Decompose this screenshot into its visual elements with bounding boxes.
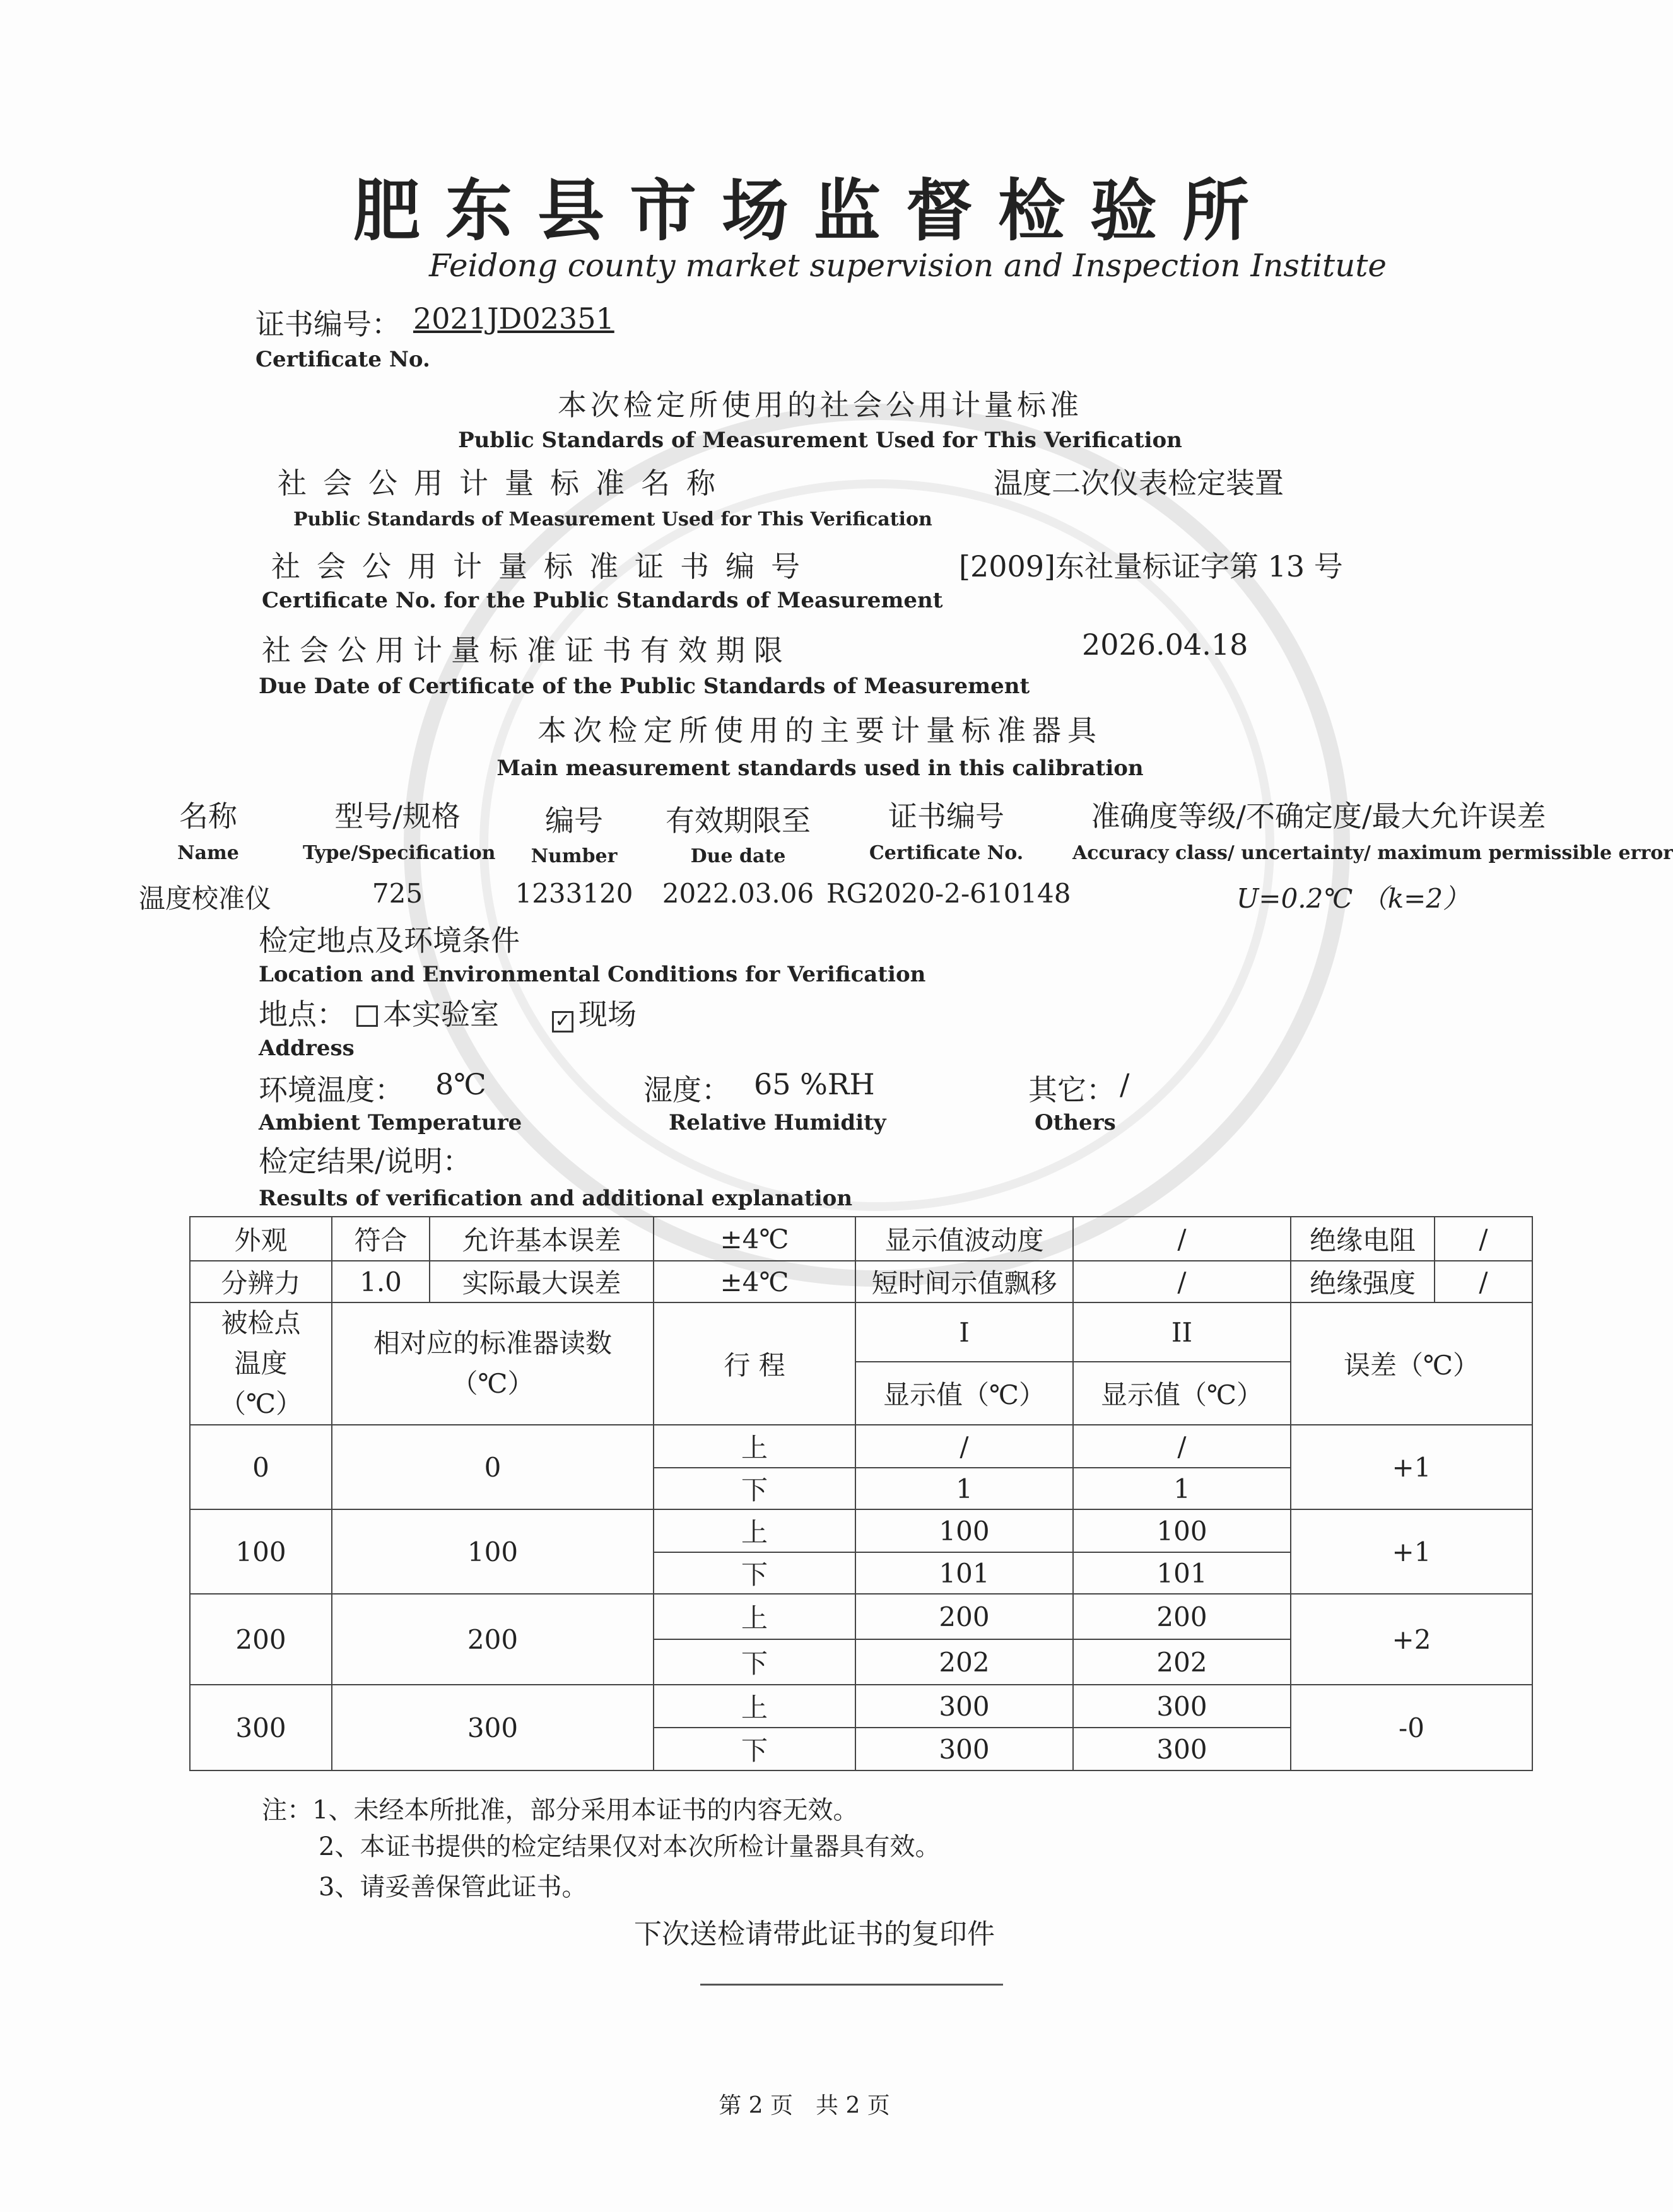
standard-certno-value: [2009]东社量标证字第 13 号	[959, 549, 1343, 583]
std-row-due: 2022.03.06	[662, 878, 814, 909]
error-cell: -0	[1291, 1685, 1532, 1770]
stroke-up-cell: 上	[654, 1425, 855, 1468]
standard-reading-cell: 200	[332, 1594, 654, 1685]
others-value: /	[1120, 1067, 1130, 1101]
allowed-error-label: 允许基本误差	[430, 1217, 654, 1261]
drift-value: /	[1073, 1261, 1291, 1302]
address-label: 地点：	[259, 997, 346, 1031]
column-ii-header: II	[1073, 1302, 1291, 1362]
checkbox-checked-icon: ✓	[552, 1011, 573, 1033]
col-name-en: Name	[177, 842, 239, 864]
institute-title-cn: 肥东县市场监督检验所	[353, 171, 1274, 250]
standard-reading-cell: 0	[332, 1425, 654, 1509]
insulation-strength-value: /	[1435, 1261, 1532, 1302]
standard-due-label-en: Due Date of Certificate of the Public Standards of Measurement	[259, 674, 1030, 699]
standard-due-label: 社会公用计量标准证书有效期限	[262, 633, 792, 667]
temperature-label: 环境温度：	[259, 1073, 404, 1107]
certificate-no-label: 证书编号：	[255, 307, 401, 341]
others-label: 其它：	[1028, 1073, 1115, 1107]
std-row-cert: RG2020-2-610148	[826, 878, 1071, 909]
stroke-header: 行 程	[654, 1302, 855, 1425]
col-name: 名称	[179, 799, 237, 833]
address-option-lab[interactable]	[356, 992, 499, 1033]
display-ii-cell: 1	[1073, 1468, 1291, 1509]
display-ii-cell: 100	[1073, 1509, 1291, 1552]
fluctuation-value: /	[1073, 1217, 1291, 1261]
address-option-site-label: 现场	[578, 997, 637, 1031]
address-label-en: Address	[259, 1036, 355, 1061]
public-standards-heading: 本次检定所使用的社会公用计量标准	[558, 388, 1083, 422]
error-cell: +2	[1291, 1594, 1532, 1685]
fluctuation-label: 显示值波动度	[855, 1217, 1073, 1261]
note-3: 3、请妥善保管此证书。	[319, 1873, 587, 1902]
humidity-label: 湿度：	[643, 1073, 731, 1107]
drift-label: 短时间示值飘移	[855, 1261, 1073, 1302]
col-number: 编号	[545, 804, 603, 838]
display-ii-cell: 101	[1073, 1552, 1291, 1594]
others-label-en: Others	[1035, 1110, 1116, 1135]
page-number: 第 2 页 共 2 页	[719, 2093, 890, 2119]
standard-certno-label-en: Certificate No. for the Public Standards of Measurement	[262, 588, 943, 613]
col-type: 型号/规格	[334, 799, 461, 833]
std-row-type: 725	[372, 878, 423, 909]
std-row-number: 1233120	[515, 878, 633, 909]
stroke-up-cell: 上	[654, 1509, 855, 1552]
test-point-cell: 100	[190, 1509, 332, 1594]
max-error-label: 实际最大误差	[430, 1261, 654, 1302]
col-type-en: Type/Specification	[303, 842, 496, 864]
stroke-down-cell: 下	[654, 1468, 855, 1509]
next-verification-note: 下次送检请带此证书的复印件	[634, 1918, 995, 1950]
checkbox-unchecked-icon	[356, 1005, 378, 1027]
display-ii-cell: 200	[1073, 1594, 1291, 1639]
display-ii-cell: 300	[1073, 1685, 1291, 1728]
display-i-cell: /	[855, 1425, 1073, 1468]
table-row	[190, 1509, 1532, 1552]
std-row-name: 温度校准仪	[139, 883, 272, 914]
insulation-resistance-value: /	[1435, 1217, 1532, 1261]
main-standards-heading-en: Main measurement standards used in this calibration	[496, 756, 1144, 781]
table-row	[190, 1425, 1532, 1468]
humidity-value: 65 %RH	[754, 1067, 875, 1101]
display-value-i-header: 显示值（℃）	[855, 1362, 1073, 1425]
note-2: 2、本证书提供的检定结果仅对本次所检计量器具有效。	[319, 1832, 941, 1861]
table-row	[190, 1594, 1532, 1639]
resolution-value: 1.0	[332, 1261, 430, 1302]
signature-line	[700, 1984, 1003, 1986]
display-ii-cell: 300	[1073, 1728, 1291, 1770]
display-i-cell: 100	[855, 1509, 1073, 1552]
standard-name-label-en: Public Standards of Measurement Used for This Verification	[293, 508, 932, 530]
error-cell: +1	[1291, 1425, 1532, 1509]
results-heading: 检定结果/说明：	[259, 1144, 472, 1178]
display-ii-cell: /	[1073, 1425, 1291, 1468]
error-header: 误差（℃）	[1291, 1302, 1532, 1425]
display-i-cell: 200	[855, 1594, 1073, 1639]
test-point-header: 被检点温度（℃）	[190, 1302, 332, 1425]
display-i-cell: 101	[855, 1552, 1073, 1594]
results-heading-en: Results of verification and additional explanation	[259, 1186, 853, 1211]
standard-reading-header: 相对应的标准器读数（℃）	[332, 1302, 654, 1425]
institute-title-en: Feidong county market supervision and Inspection Institute	[429, 247, 1387, 284]
display-i-cell: 202	[855, 1639, 1073, 1685]
stroke-up-cell: 上	[654, 1594, 855, 1639]
main-standards-heading: 本次检定所使用的主要计量标准器具	[537, 713, 1103, 747]
insulation-strength-label: 绝缘强度	[1291, 1261, 1435, 1302]
standard-due-value: 2026.04.18	[1082, 628, 1248, 662]
display-ii-cell: 202	[1073, 1639, 1291, 1685]
stroke-down-cell: 下	[654, 1728, 855, 1770]
address-option-site[interactable]	[552, 992, 637, 1033]
appearance-label: 外观	[190, 1217, 332, 1261]
public-standards-heading-en: Public Standards of Measurement Used for This Verification	[458, 428, 1182, 453]
test-point-cell: 0	[190, 1425, 332, 1509]
stroke-up-cell: 上	[654, 1685, 855, 1728]
col-number-en: Number	[531, 845, 618, 867]
table-row	[190, 1261, 1532, 1302]
location-heading: 检定地点及环境条件	[259, 923, 520, 957]
col-accuracy-en: Accuracy class/ uncertainty/ maximum permissible error	[1072, 842, 1673, 864]
test-point-cell: 200	[190, 1594, 332, 1685]
table-row	[190, 1685, 1532, 1728]
display-value-ii-header: 显示值（℃）	[1073, 1362, 1291, 1425]
certificate-no-label-en: Certificate No.	[255, 347, 430, 372]
error-cell: +1	[1291, 1509, 1532, 1594]
temperature-label-en: Ambient Temperature	[259, 1110, 522, 1135]
humidity-label-en: Relative Humidity	[669, 1110, 886, 1135]
col-cert-en: Certificate No.	[869, 842, 1024, 864]
standard-reading-cell: 100	[332, 1509, 654, 1594]
display-i-cell: 300	[855, 1685, 1073, 1728]
standard-certno-label: 社会公用计量标准证书编号	[271, 549, 816, 583]
col-accuracy: 准确度等级/不确定度/最大允许误差	[1091, 799, 1546, 833]
standard-name-value: 温度二次仪表检定装置	[994, 466, 1284, 500]
certificate-no-value: 2021JD02351	[413, 301, 614, 336]
col-due: 有效期限至	[666, 804, 811, 838]
location-heading-en: Location and Environmental Conditions for Verification	[259, 962, 926, 987]
col-due-en: Due date	[690, 845, 786, 867]
temperature-value: 8℃	[435, 1067, 486, 1101]
address-option-lab-label: 本实验室	[383, 997, 499, 1031]
max-error-value: ±4℃	[654, 1261, 855, 1302]
display-i-cell: 300	[855, 1728, 1073, 1770]
stroke-down-cell: 下	[654, 1639, 855, 1685]
column-i-header: I	[855, 1302, 1073, 1362]
appearance-value: 符合	[332, 1217, 430, 1261]
note-1: 注：1、未经本所批准，部分采用本证书的内容无效。	[262, 1796, 859, 1825]
display-i-cell: 1	[855, 1468, 1073, 1509]
allowed-error-value: ±4℃	[654, 1217, 855, 1261]
table-row	[190, 1217, 1532, 1261]
standard-reading-cell: 300	[332, 1685, 654, 1770]
standard-name-label: 社会公用计量标准名称	[278, 466, 732, 500]
col-cert: 证书编号	[888, 799, 1004, 833]
table-row	[190, 1302, 1532, 1362]
std-row-accuracy: U=0.2℃ （k=2）	[1236, 883, 1470, 914]
test-point-cell: 300	[190, 1685, 332, 1770]
stroke-down-cell: 下	[654, 1552, 855, 1594]
results-table	[189, 1216, 1533, 1771]
resolution-label: 分辨力	[190, 1261, 332, 1302]
insulation-resistance-label: 绝缘电阻	[1291, 1217, 1435, 1261]
